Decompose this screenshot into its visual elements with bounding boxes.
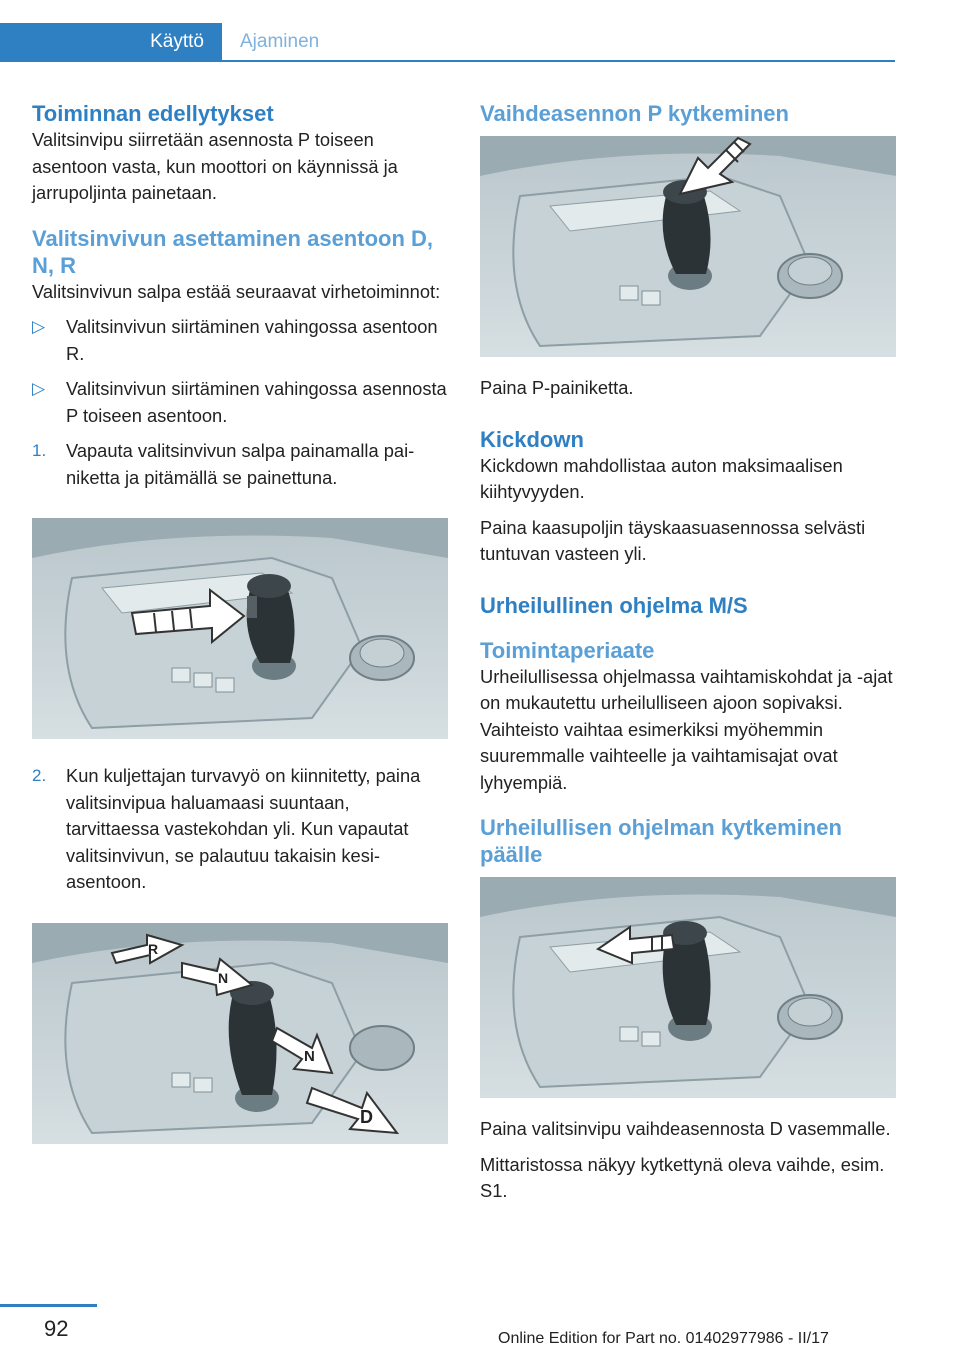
list-item: ▷ Valitsinvivun siirtäminen vahingossa asentoon R. [32,316,438,364]
step-list-2 [32,763,448,896]
heading-sport: Urheilullinen ohjelma M/S [480,592,748,618]
svg-text:R: R [148,940,159,957]
svg-text:D: D [360,1106,373,1127]
svg-text:N: N [304,1047,315,1065]
figure-lever-directions [32,923,448,1144]
list-item: 2. Kun kuljettajan turvavyö on kiinnitetty, paina valitsinvipua haluamaasi suuntaan, tarvittaessa vastekohdan yli. Kun vapautat valitsinvivun, se palautuu takaisin kesiasentoon. [32,765,421,892]
step-number: 2. [32,766,47,785]
tab-kaytto[interactable]: Käyttö [0,23,222,61]
footer-rule [0,1304,97,1307]
heading-principle: Toimintaperiaate [480,637,655,663]
header-tabs [0,23,895,61]
list-item: 1. Vapauta valitsinvivun salpa painamalla painiketta ja pitämällä se painettuna. [32,440,415,488]
footer-edition: Online Edition for Part no. 01402977986 - II/17 [498,1330,829,1347]
text-kickdown-1: Kickdown mahdollistaa auton maksimaalisen kiihtyvyyden. [480,454,843,502]
text-activate-2: Mittaristossa näkyy kytkettynä oleva vaihde, esim. S1. [480,1153,885,1201]
heading-conditions: Toiminnan edellytykset [32,101,274,126]
list-item: ▷ Valitsinvivun siirtäminen vahingossa asennosta P toiseen asentoon. [32,378,447,426]
text-kickdown-2: Paina kaasupoljin täyskaasuasennossa selvästi tuntuvan vasteen yli. [480,516,866,564]
conditions-list [32,314,448,491]
heading-park: Vaihdeasennon P kytkeminen [480,101,789,126]
text-conditions: Valitsinvipu siirretään asennosta P toiseen asentoon vasta, kun moottori on käynnissä ja jarrupoljinta painetaan. [32,129,398,203]
header-rule [0,60,895,62]
text-park: Paina P-painiketta. [480,377,634,398]
text-principle: Urheilullisessa ohjelmassa vaihtamiskohdat ja -ajat on mukautettu urheilulliseen ajoon sopivaksi. Vaihteisto vaihtaa esimerkiksi myöhemmin suuremmalle vaihteelle ja vaihtamisajat ovat lyhyempiä. [480,665,893,793]
tab-ajaminen[interactable]: Ajaminen [240,31,320,52]
triangle-bullet-icon: ▷ [32,317,46,336]
right-column [480,100,896,1205]
svg-text:N: N [218,969,229,986]
page-number: 92 [44,1316,69,1341]
left-column [32,100,448,1144]
figure-lever-left [480,877,896,1098]
figure-park-button [480,136,896,357]
figure-lever-button [32,518,448,739]
triangle-bullet-icon: ▷ [32,379,46,398]
heading-activate: Urheilullisen ohjelman kytkeminen päälle [480,815,842,867]
heading-kickdown: Kickdown [480,426,584,452]
step-number: 1. [32,441,47,460]
heading-setting: Valitsinvivun asettaminen asentoon D, N, R [32,225,433,278]
text-setting: Valitsinvivun salpa estää seuraavat virhetoiminnot: [32,280,441,302]
text-activate-1: Paina valitsinvipu vaihdeasennosta D vasemmalle. [480,1118,891,1139]
